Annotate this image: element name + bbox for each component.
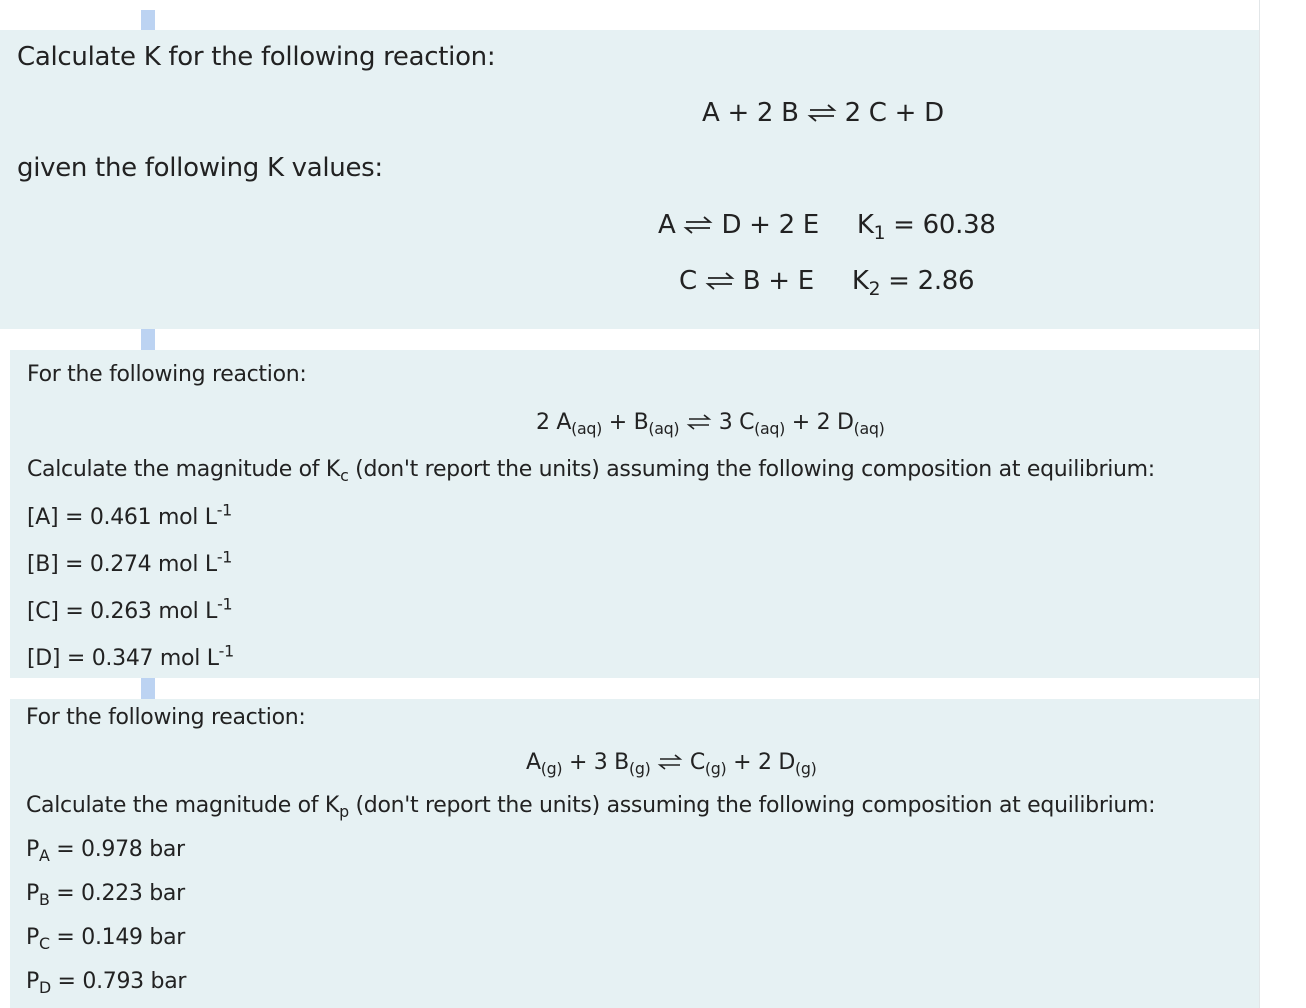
equilibrium-arrow-icon xyxy=(657,754,683,770)
pressure-c: $P_C = 0.149$ bar xyxy=(26,925,186,954)
pressure-a: $P_A = 0.978$ bar xyxy=(26,837,185,866)
question-intro: For the following reaction: xyxy=(26,705,306,730)
reaction-equation: $A_{(g)} + 3$ $B_{(g)}$ $C_{(g)} + 2$ $D_{(g)}$ xyxy=(526,750,817,779)
equilibrium-constant-2: $K_2 = 2.86$ xyxy=(851,266,975,300)
reaction-equation: 2 $A_{(aq)} + B_{(aq)}$ 3 $C_{(aq)} + 2$ $D_{(aq)}$ xyxy=(536,410,885,439)
concentration-b: [B] = 0.274 mol $L^{-1}$ xyxy=(27,547,232,577)
concentration-c: [C] = 0.263 mol $L^{-1}$ xyxy=(27,594,233,624)
question-marker xyxy=(141,329,155,350)
concentration-d: [D] = 0.347 mol $L^{-1}$ xyxy=(27,641,234,671)
equilibrium-arrow-icon xyxy=(683,216,713,234)
equilibrium-arrow-icon xyxy=(686,414,712,430)
equilibrium-constant-1: $K_1 = 60.38$ xyxy=(856,210,996,244)
given-label: given the following K values: xyxy=(17,153,383,183)
pressure-b: $P_B = 0.223$ bar xyxy=(26,881,185,910)
equilibrium-arrow-icon xyxy=(705,272,735,290)
given-reaction-2: C B + E $K_2 = 2.86$ xyxy=(679,266,975,300)
concentration-a: [A] = 0.461 mol $L^{-1}$ xyxy=(27,500,232,530)
question-panel-2 xyxy=(10,350,1259,678)
question-marker xyxy=(141,10,155,30)
question-text: Calculate the magnitude of $K_p$ (don't report the units) assuming the following composition at equilibrium: xyxy=(26,793,1156,822)
pressure-d: $P_D = 0.793$ bar xyxy=(26,969,187,998)
question-panel-1 xyxy=(0,30,1259,329)
given-reaction-1: A D + 2 E $K_1 = 60.38$ xyxy=(658,210,996,244)
target-reaction: A + 2 B 2 C + D xyxy=(702,98,944,128)
question-intro: For the following reaction: xyxy=(27,362,307,387)
question-panel-3 xyxy=(10,699,1259,1008)
page-right-gutter xyxy=(1259,0,1306,1008)
equilibrium-arrow-icon xyxy=(807,104,837,122)
question-text: Calculate the magnitude of $K_c$ (don't report the units) assuming the following composition at equilibrium: xyxy=(27,457,1155,486)
question-marker xyxy=(141,678,155,699)
question-intro: Calculate K for the following reaction: xyxy=(17,42,496,72)
